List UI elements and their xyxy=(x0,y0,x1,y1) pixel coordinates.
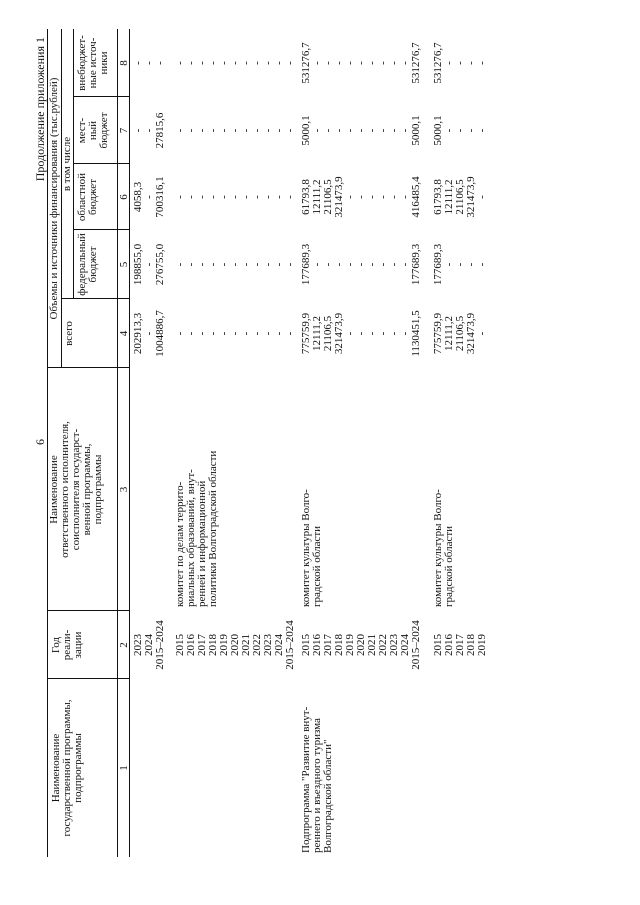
block-d-regional: 61793,8 12111,2 21106,5 321473,9 - xyxy=(432,176,488,218)
block-c-executor: комитет культуры Волго- градской области xyxy=(300,489,323,607)
block-d-executor: комитет культуры Волго- градской области xyxy=(432,489,455,607)
page-number: 6 xyxy=(33,439,47,445)
header-regional: областной бюджет xyxy=(76,172,99,222)
header-bottom-border xyxy=(117,29,118,857)
block-c-local: 5000,1 - - - - - - - - - 5000,1 xyxy=(300,115,422,146)
header-total: всего xyxy=(63,321,75,346)
block-a-local: - - 27815,6 xyxy=(132,112,166,149)
col-number-7: 7 xyxy=(118,127,130,134)
header-including: в том числе xyxy=(61,136,73,192)
rotated-page xyxy=(33,29,598,857)
block-a-federal: 198855,0 - 276755,0 xyxy=(132,243,166,286)
block-b-regional: - - - - - - - - - - - xyxy=(174,195,296,199)
block-c-federal: 177689,3 - - - - - - - - - 177689,3 xyxy=(300,243,422,286)
block-a-regional: 4058,3 - 700316,1 xyxy=(132,176,166,218)
col-number-6: 6 xyxy=(118,194,130,200)
block-a-years: 2023 2024 2015–2024 xyxy=(132,620,166,670)
block-a-total: 202913,3 - 1004886,7 xyxy=(132,310,166,357)
block-b-executor: комитет по делам террито- риальных образований, внут- ренней и информационной политики Волгоградской области xyxy=(174,450,219,607)
block-b-extra: - - - - - - - - - - - xyxy=(174,61,296,65)
col-number-2: 2 xyxy=(118,642,130,648)
header-extra: внебюджет- ные источ- ники xyxy=(76,35,110,91)
block-c-total: 775759,9 12111,2 21106,5 321473,9 - - - - - - 1130451,5 xyxy=(300,310,422,357)
block-b-local: - - - - - - - - - - - xyxy=(174,128,296,133)
block-c-regional: 61793,8 12111,2 21106,5 321473,9 - - - - - - 416485,4 xyxy=(300,176,422,218)
block-d-total: 775759,9 12111,2 21106,5 321473,9 - xyxy=(432,312,488,355)
col-number-3: 3 xyxy=(118,486,130,493)
block-b-federal: - - - - - - - - - - - xyxy=(174,262,296,267)
block-d-federal: 177689,3 - - - - xyxy=(432,243,488,286)
block-b-years: 2015 2016 2017 2018 2019 2020 2021 2022 2023 2024 2015–2024 xyxy=(174,620,296,670)
continuation-title: Продолжение приложения 1 xyxy=(33,37,47,182)
block-d-local: 5000,1 - - - - xyxy=(432,115,488,146)
block-c-years: 2015 2016 2017 2018 2019 2020 2021 2022 2023 2024 2015–2024 xyxy=(300,620,422,670)
block-d-extra: 531276,7 - - - - xyxy=(432,42,488,84)
block-b-total: - - - - - - - - - - - xyxy=(174,331,296,336)
block-a-extra: - - - xyxy=(132,61,166,65)
block-c-extra: 531276,7 - - - - - - - - - 531276,7 xyxy=(300,42,422,84)
header-local: мест- ный бюджет xyxy=(76,112,110,149)
header-executor: Наименование ответственного исполнителя, соисполнителя государст- венной программы, подпрограммы xyxy=(48,421,104,558)
col-number-1: 1 xyxy=(118,765,130,771)
header-federal: федеральный бюджет xyxy=(76,233,99,296)
block-c-program-name: Подпрограмма "Развитие внут- реннего и въездного туризма Волгоградской области" xyxy=(300,706,334,853)
block-d-years: 2015 2016 2017 2018 2019 xyxy=(432,634,488,656)
col-number-5: 5 xyxy=(118,261,130,268)
col-number-8: 8 xyxy=(118,60,130,66)
header-including-divider xyxy=(73,29,74,299)
header-volumes: Объемы и источники финансирования (тыс.рублей) xyxy=(48,77,60,320)
header-year: Год реали- зации xyxy=(50,629,84,661)
header-program-name: Наименование государственной программы, подпрограммы xyxy=(50,699,84,837)
col-number-4: 4 xyxy=(118,330,130,337)
